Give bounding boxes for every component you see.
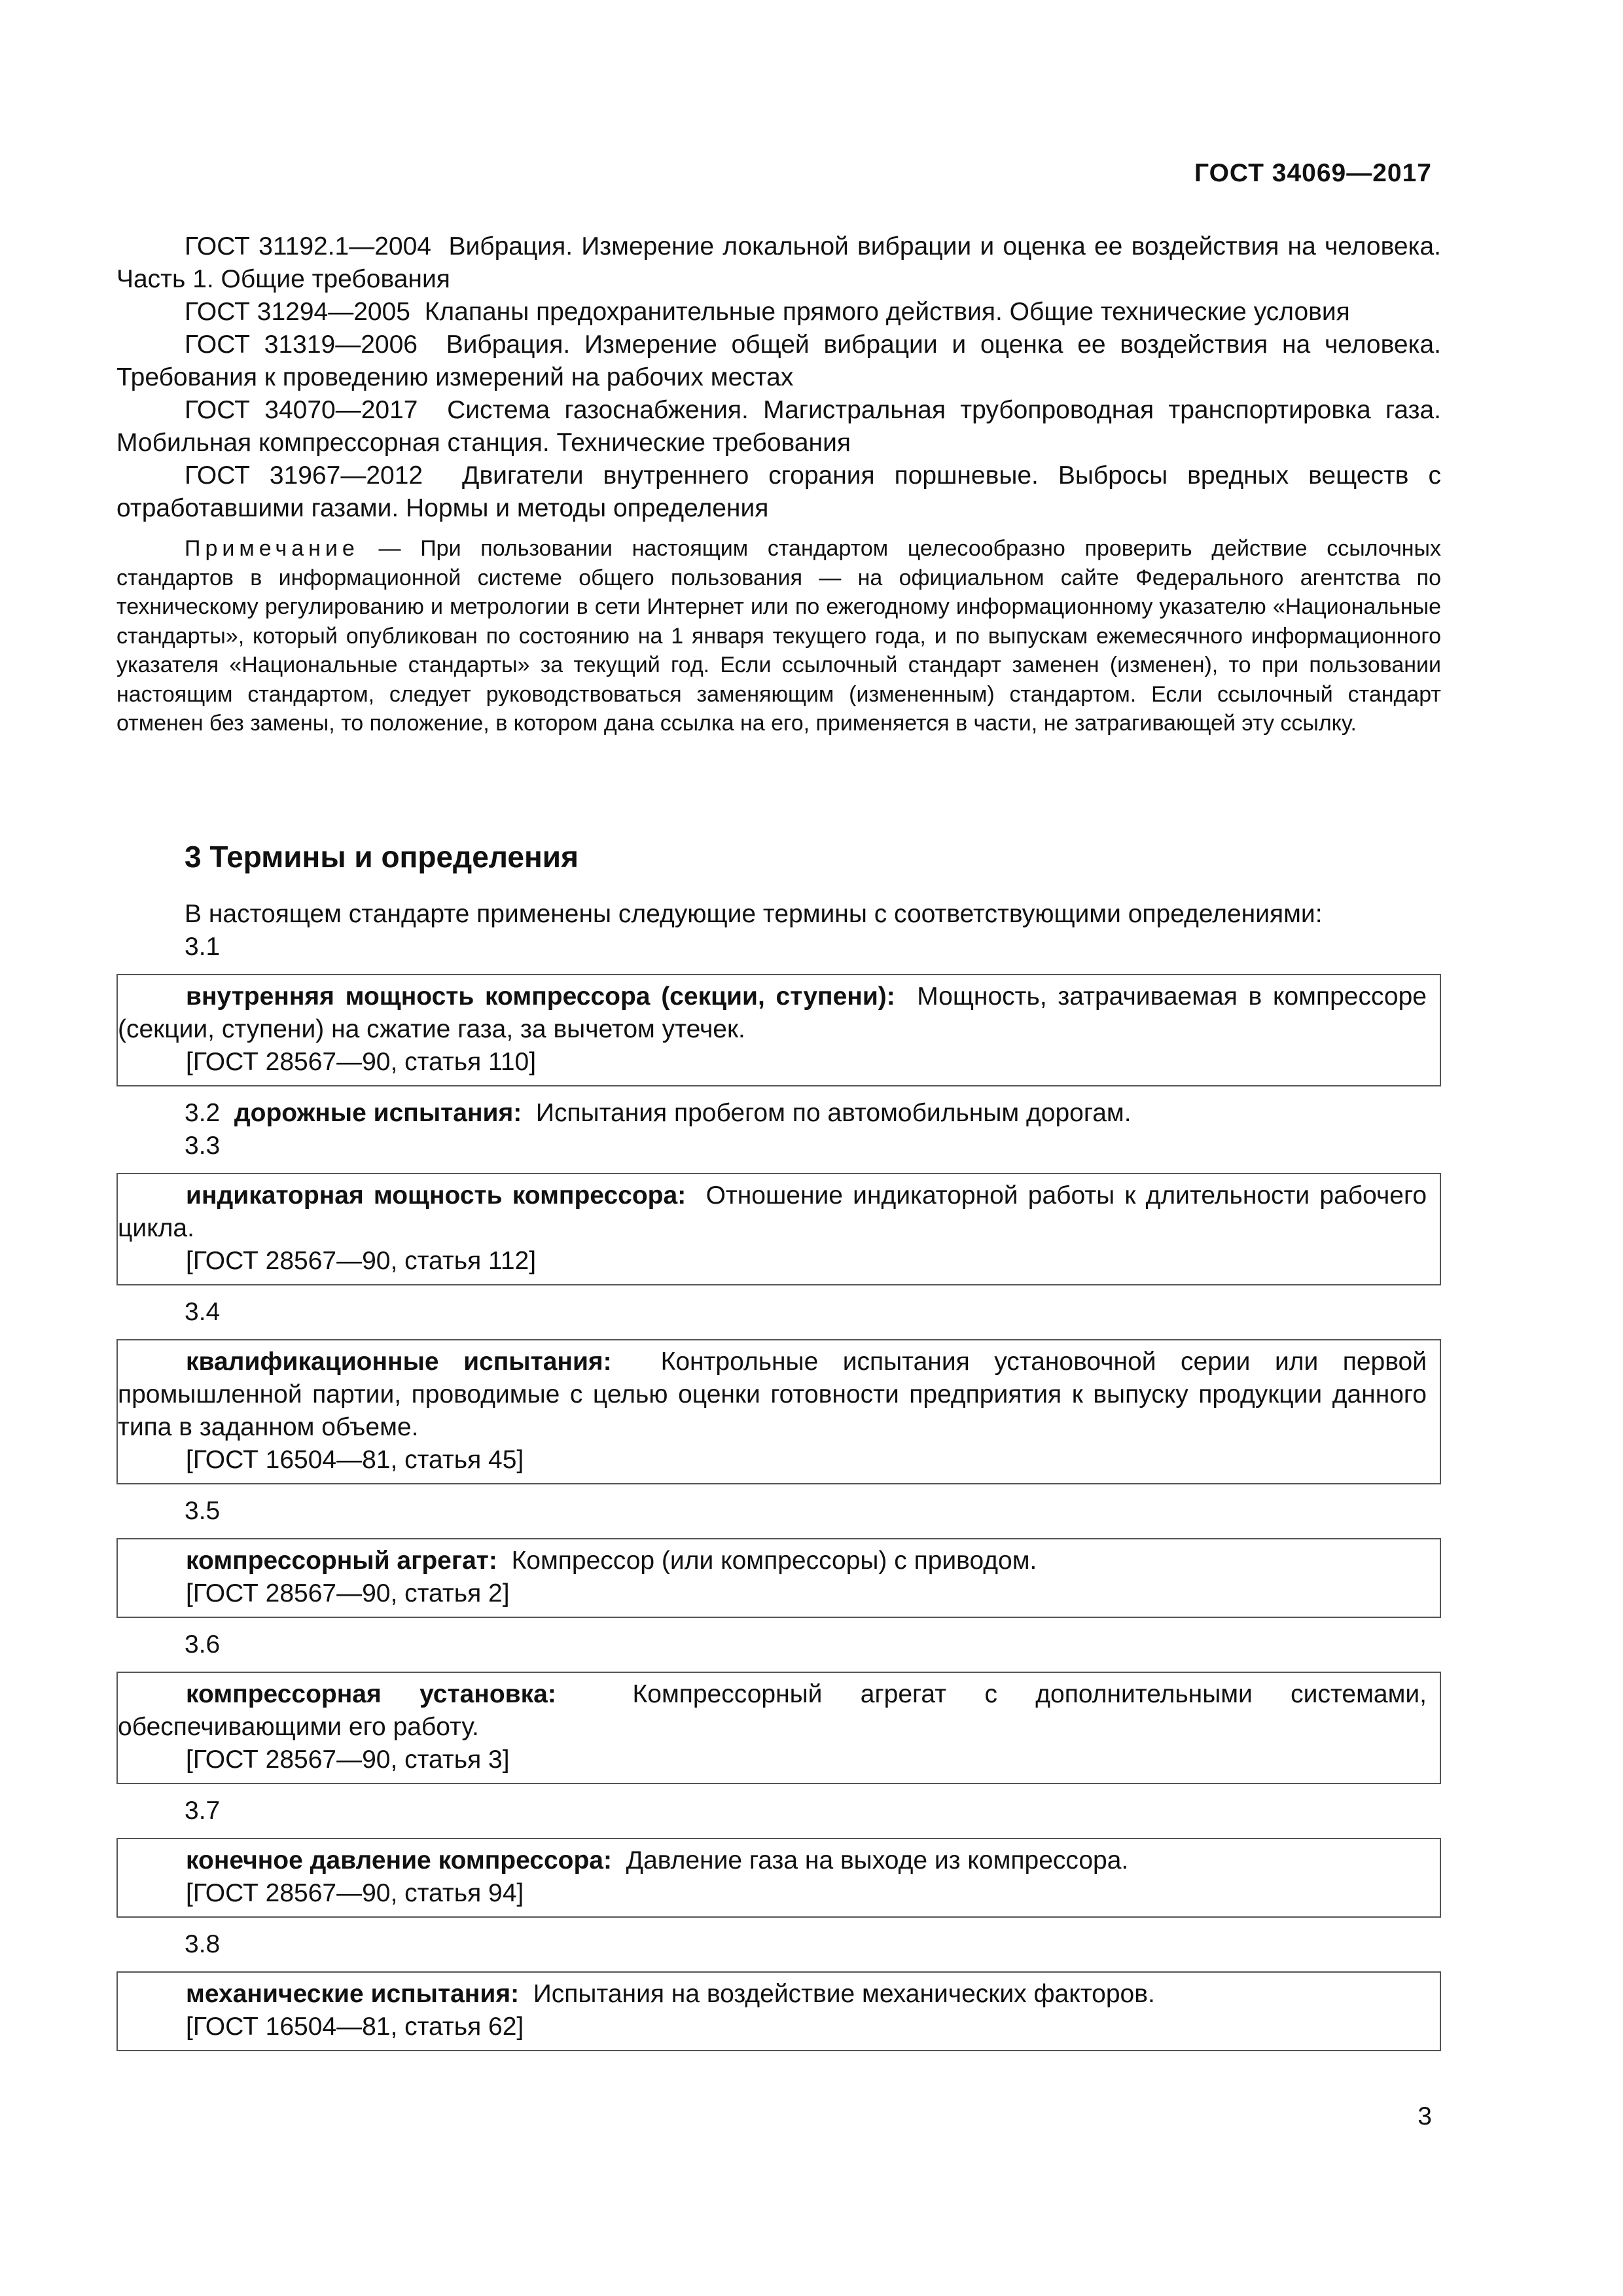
document-header: ГОСТ 34069—2017 [1194, 159, 1432, 187]
term-number: 3.8 [185, 1930, 221, 1958]
term-definition: Испытания пробегом по автомобильным дорогам. [535, 1099, 1132, 1127]
term-name: механические испытания: [186, 1980, 520, 2008]
term-source: [ГОСТ 28567—90, статья 3] [186, 1746, 510, 1774]
reference-item: ГОСТ 31294—2005 Клапаны предохранительные прямого действия. Общие технические условия [185, 298, 1350, 326]
term-number: 3.6 [185, 1630, 221, 1659]
section-intro: В настоящем стандарте применены следующие термины с соответствующими определениями: [185, 900, 1323, 928]
term-definition: Отношение индикаторной работы к длительности рабочего цикла. [118, 1181, 1427, 1242]
term-name: конечное давление компрессора: [186, 1846, 612, 1874]
reference-item: ГОСТ 34070—2017 Система газоснабжения. Магистральная трубопроводная транспортировка газа. Мобильная компрессорная станция. Технические требования [116, 396, 1441, 457]
term-name: компрессорная установка: [186, 1680, 556, 1708]
term-name: индикаторная мощность компрессора: [186, 1181, 687, 1210]
terms-list [116, 898, 1441, 2051]
reference-item: ГОСТ 31192.1—2004 Вибрация. Измерение локальной вибрации и оценка ее воздействия на человека. Часть 1. Общие требования [116, 232, 1442, 293]
term-source: [ГОСТ 28567—90, статья 112] [186, 1247, 537, 1275]
references-block [116, 230, 1442, 2041]
note-text: — При пользовании настоящим стандартом целесообразно проверить действие ссылочных стандартов в информационной системе общего пользования — на официальном сайте Федерального агентства по техническому регулированию и метрологии в сети Интернет или по ежегодному информационному указателю «Национальные стандарты», который опубликован по состоянию на 1 января текущего года, и по выпускам ежемесячного информационного указателя «Национальные стандарты» за текущий год. Если ссылочный стандарт заменен (изменен), то при пользовании настоящим стандартом, следует руководствоваться заменяющим (измененным) стандартом. Если ссылочный стандарт отменен без замены, то положение, в котором дана ссылка на его, применяется в части, не затрагивающей эту ссылку. [116, 536, 1441, 736]
term-box [116, 1672, 1441, 1784]
term-source: [ГОСТ 16504—81, статья 62] [186, 2013, 524, 2041]
term-box [116, 1339, 1441, 1484]
reference-item: ГОСТ 31967—2012 Двигатели внутреннего сгорания поршневые. Выбросы вредных веществ с отработавшими газами. Нормы и методы определения [116, 461, 1441, 522]
term-box [116, 1971, 1441, 2051]
term-definition: Контрольные испытания установочной серии или первой промышленной партии, проводимые с целью оценки готовности предприятия к выпуску продукции данного типа в заданном объеме. [118, 1348, 1427, 1441]
term-name: внутренняя мощность компрессора (секции, ступени): [186, 982, 895, 1011]
term-box [116, 974, 1441, 1086]
term-name: квалификационные испытания: [186, 1348, 612, 1376]
section-title: 3 Термины и определения [185, 840, 579, 874]
term-number: 3.7 [185, 1797, 221, 1825]
term-name: компрессорный агрегат: [186, 1547, 497, 1575]
term-number: 3.3 [185, 1132, 221, 1160]
term-source: [ГОСТ 28567—90, статья 2] [186, 1579, 510, 1607]
term-source: [ГОСТ 16504—81, статья 45] [186, 1446, 524, 1474]
term-source: [ГОСТ 28567—90, статья 110] [186, 1048, 537, 1076]
page-number: 3 [1418, 2102, 1432, 2130]
term-inline [185, 1097, 1441, 1130]
term-definition: Компрессор (или компрессоры) с приводом. [511, 1547, 1037, 1575]
term-box [116, 1538, 1441, 1618]
term-source: [ГОСТ 28567—90, статья 94] [186, 1879, 524, 1907]
term-box [116, 1838, 1441, 1918]
term-definition: Испытания на воздействие механических факторов. [533, 1980, 1155, 2008]
reference-item: ГОСТ 31319—2006 Вибрация. Измерение общей вибрации и оценка ее воздействия на человека. Требования к проведению измерений на рабочих местах [116, 331, 1441, 391]
term-definition: Мощность, затрачиваемая в компрессоре (секции, ступени) на сжатие газа, за вычетом утечек. [118, 982, 1427, 1043]
term-number: 3.2 [185, 1099, 221, 1127]
term-definition: Давление газа на выходе из компрессора. [626, 1846, 1129, 1874]
note-label: Примечание [185, 536, 359, 561]
note-paragraph [116, 534, 1441, 738]
term-name: дорожные испытания: [234, 1099, 522, 1127]
term-number: 3.5 [185, 1497, 221, 1525]
term-definition: Компрессорный агрегат с дополнительными системами, обеспечивающими его работу. [118, 1680, 1427, 1741]
term-box [116, 1173, 1441, 1285]
term-number: 3.1 [185, 933, 221, 961]
term-number: 3.4 [185, 1298, 221, 1326]
